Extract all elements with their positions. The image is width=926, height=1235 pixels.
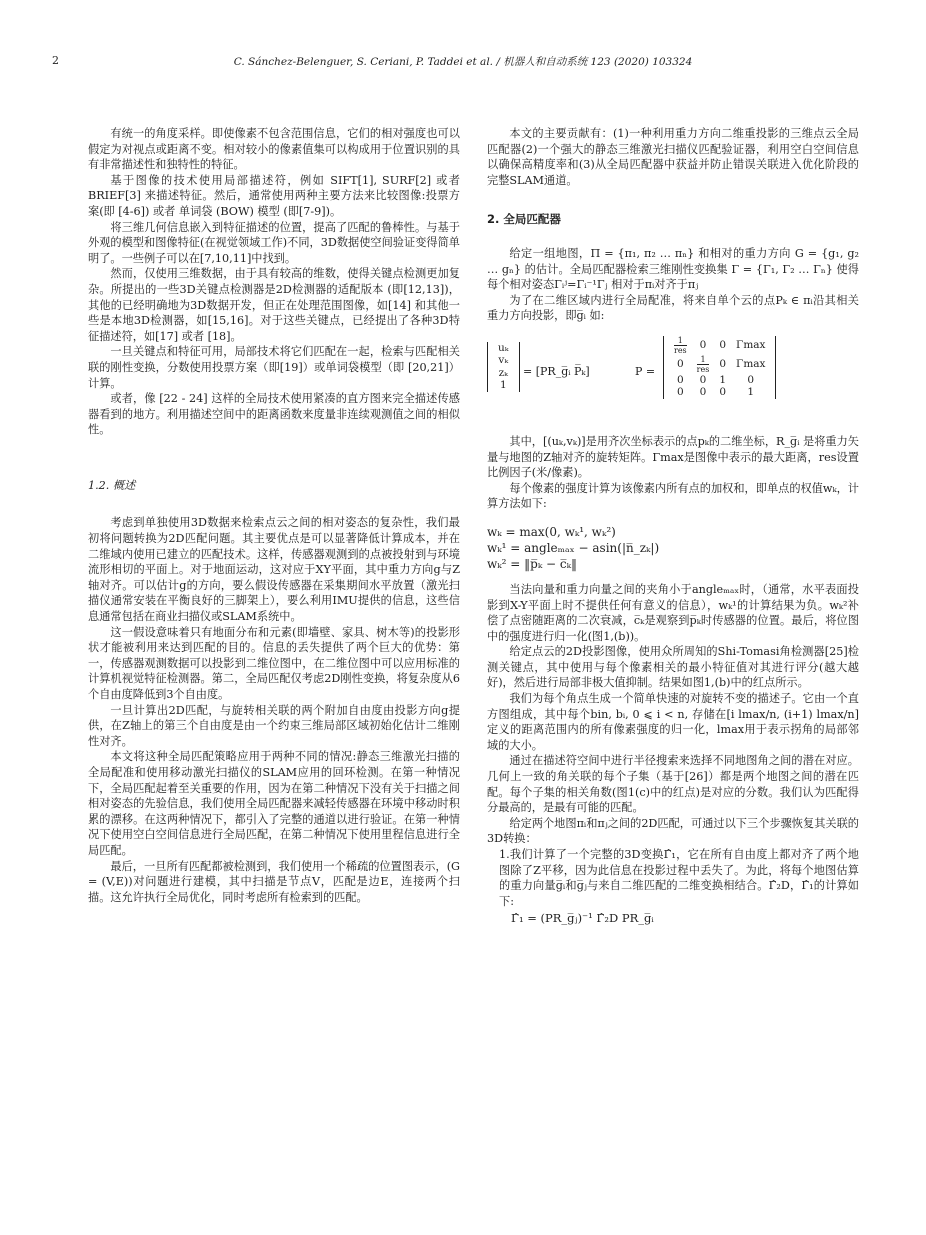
paragraph: 每个像素的强度计算为该像素内所有点的加权和，即单点的权值wₖ，计算方法如下: [487, 481, 859, 511]
page-number: 2 [52, 54, 59, 67]
matrix-entry: 0 [719, 358, 727, 371]
matrix-entry: Γmax [736, 339, 766, 352]
paragraph: 本文的主要贡献有：(1)一种利用重力方向二维重投影的三维点云全局匹配器(2)一个强大的静态三维激光扫描仪匹配验证器，利用空白空间信息以确保高精度率和(3)从全局匹配器中获益并防止错误关联进入优化阶段的完整SLAM通道。 [487, 127, 859, 187]
matrix-label: P = [635, 364, 656, 378]
vector-entry: vₖ [498, 354, 509, 367]
matrix-entry: 0 [699, 373, 707, 386]
running-title: C. Sánchez-Belenguer, S. Ceriani, P. Taddei et al. / 机器人和自动系统 123 (2020) 103324 [233, 56, 693, 68]
frac-num: 1 [697, 355, 710, 365]
paragraph: 本文将这种全局匹配策略应用于两种不同的情况:静态三维激光扫描的全局配准和使用移动激光扫描仪的SLAM应用的回环检测。在第一种情况下，全局匹配起着至关重要的作用，因为在第二种情况下没有关于扫描之间相对姿态的先验信息，我们使用全局匹配器来减轻传感器在环境中移动时积累的漂移。在这两种情况下，都引入了完整的通道以进行验证。在第一种情况下使用空白空间信息进行全局匹配，在第二种情况下使用里程信息进行全局匹配。 [88, 750, 460, 857]
equation-line: wₖ² = ‖p̅ₖ − c̅ₖ‖ [487, 556, 577, 571]
matrix-entry: 1 [719, 373, 727, 386]
vector-entry: 1 [499, 379, 507, 392]
vector-entry: uₖ [498, 341, 509, 354]
matrix-entry: Γmax [736, 358, 766, 371]
paragraph: 给定一组地图，Π = {π₁, π₂ … πₙ} 和相对的重力方向 G = {g₁, g₂ … gₙ} 的估计。全局匹配器检索三维刚性变换集 Γ = {Γ₁, Γ₂ … Γₙ} 使得每个相对姿态Γᵢʲ=Γᵢ⁻¹Γⱼ 相对于πᵢ对齐于πⱼ [487, 246, 859, 292]
section-heading: 2. 全局匹配器 [487, 212, 561, 227]
paragraph: 然而，仅使用三维数据，由于具有较高的维数，使得关键点检测更加复杂。所提出的一些3D关键点检测器是2D检测器的适配版本 (即[12,13])，其他的已经明确地为3D数据开发，但正在处理范围图像，如[14] 和其他一些是本地3D检测器，如[15,16]。对于这些关键点，已经提出了各种3D特征描述符，如[17] 或者 [18]。 [88, 267, 460, 343]
paragraph: 其中，[(uₖ,vₖ)]是用齐次坐标表示的点pₖ的二维坐标，R_g̅ᵢ 是将重力矢量与地图的Z轴对齐的旋转矩阵。Γmax是图像中表示的最大距离，res设置比例因子(米/像素)。 [487, 434, 859, 480]
paragraph: 基于图像的技术使用局部描述符，例如 SIFT[1], SURF[2] 或者BRIEF[3] 来描述特征。然后，通常使用两种主要方法来比较图像:投票方案(即 [4-6]) 或者 单词袋 (BOW) 模型 (即[7-9])。 [88, 173, 460, 218]
paragraph: 为了在二维区域内进行全局配准，将来自单个云的点Pₖ ∈ πᵢ沿其相关重力方向投影，即g̅ᵢ 如: [487, 293, 859, 323]
weight-equations [487, 524, 859, 572]
frac-den: res [696, 364, 710, 374]
paragraph: 给定两个地图πᵢ和πⱼ之间的2D匹配，可通过以下三个步骤恢复其关联的3D转换： [487, 816, 859, 846]
matrix-entry: 0 [676, 358, 684, 371]
left-column [88, 126, 460, 905]
matrix-entry: 0 [747, 373, 755, 386]
paragraph: 将三维几何信息嵌入到特征描述的位置，提高了匹配的鲁棒性。与基于外观的模型和图像特征(在视觉领域工作)不同，3D数据使空间验证变得简单明了。一些例子可以在[7,10,11]中找到。 [88, 220, 460, 265]
matrix-entry: 0 [719, 386, 727, 399]
paragraph: 或者，像 [22 - 24] 这样的全局技术使用紧凑的直方图来完全描述传感器看到的地方。利用描述空间中的距离函数来度量非连续观测值之间的相似性。 [88, 392, 460, 437]
coord-vector [487, 342, 520, 392]
paragraph: 最后，一旦所有匹配都被检测到，我们使用一个稀疏的位置图表示，(G = (V,E))对问题进行建模，其中扫描是节点V，匹配是边E，连接两个扫描。这允许执行全局优化，同时考虑所有检索到的匹配。 [88, 859, 460, 904]
matrix-entry: 0 [676, 386, 684, 399]
matrix-entry: 1 [747, 386, 755, 399]
paragraph: 我们为每个角点生成一个简单快速的对旋转不变的描述子。它由一个直方图组成，其中每个bin, bᵢ, 0 ⩽ i < n, 存储在[i lmax/n, (i+1) lmax/n]定义的距离范围内的所有像素强度的归一化，lmax用于表示拐角的局部邻域的大小。 [487, 692, 859, 752]
matrix-entry: 0 [676, 373, 684, 386]
paragraph: 有统一的角度采样。即使像素不包含范围信息，它们的相对强度也可以假定为对视点或距离不变。相对较小的像素值集可以构成用于位置识别的具有非常描述性和独特性的特征。 [88, 127, 460, 172]
equation-line: Γ̂₁ = (PR_g̅ⱼ)⁻¹ Γ̂₂D PR_g̅ᵢ [511, 911, 654, 926]
right-column [487, 126, 859, 927]
subsection-heading: 1.2. 概述 [88, 478, 136, 492]
page-header [0, 54, 926, 70]
paragraph: 通过在描述符空间中进行半径搜索来选择不同地图角之间的潜在对应。几何上一致的角关联的每个子集（基于[26]）都是两个地图之间的潜在匹配。每个子集的相关角数(图1(c)中的红点)是对应的分数。我们认为匹配得分最高的，是最有可能的匹配。 [487, 754, 859, 815]
equation-line: wₖ¹ = angleₘₐₓ − asin(|n̅_zₖ|) [487, 540, 660, 555]
paragraph: 考虑到单独使用3D数据来检索点云之间的相对姿态的复杂性，我们最初将问题转换为2D匹配问题。其主要优点是可以显著降低计算成本，并在二维域内使用已建立的匹配技术。这样，传感器观测到的点被投射到与环境流形相切的平面上。对于地面运动，这对应于XY平面，其中重力方向g与Z轴对齐。可以估计g的方向，要么假设传感器在采集期间水平放置（激光扫描仪通常安装在平衡良好的三脚架上），要么利用IMU提供的信息，这些信息通常包括在商业扫描仪或SLAM系统中。 [88, 516, 460, 624]
paragraph: 一旦关键点和特征可用，局部技术将它们匹配在一起，检索与匹配相关联的刚性变换，分数使用投票方案（即[19]）或单词袋模型（即 [20,21]）计算。 [88, 345, 460, 390]
projection-rhs: = [PR_g̅ᵢ P̅ₖ] [523, 364, 590, 378]
frac-den: res [674, 345, 687, 355]
matrix-entry: 0 [699, 339, 707, 352]
matrix-entry: 0 [699, 386, 707, 399]
projection-equation [487, 334, 859, 434]
projection-matrix [663, 336, 776, 399]
paragraph: 当法向量和重力向量之间的夹角小于angleₘₐₓ时，（通常，水平表面投影到X-Y平面上时不提供任何有意义的信息），wₖ¹的计算结果为负。wₖ²补偿了点密随距离的二次衰减，c̅ₖ是观察到p̅ₖ时传感器的位置。最后，将位图中的强度进行归一化(图1,(b))。 [487, 582, 859, 643]
matrix-entry: 0 [719, 339, 727, 352]
vector-entry: zₖ [498, 366, 508, 379]
paragraph: 这一假设意味着只有地面分布和元素(即墙壁、家具、树木等)的投影形状才能被利用来达到匹配的目的。信息的丢失提供了两个巨大的优势：第一，传感器观测数据可以投影到二维位图中，在二维位图中可以应用标准的计算机视觉特征检测器。第二，全局匹配仅考虑2D刚性变换，将复杂度从6个自由度降低到3个自由度。 [88, 625, 460, 701]
paragraph: 一旦计算出2D匹配，与旋转相关联的两个附加自由度由投影方向g提供，在Z轴上的第三个自由度是由一个约束三维局部区域初始化估计二维刚性对齐。 [88, 703, 460, 748]
equation-line: wₖ = max(0, wₖ¹, wₖ²) [487, 524, 616, 539]
paragraph: 给定点云的2D投影图像，使用众所周知的Shi-Tomasi角检测器[25]检测关键点，其中使用与每个像素相关的最小特征值对其进行评分(越大越好)，然后进行局部非极大值抑制。结果如图1,(b)中的红点所示。 [487, 645, 859, 690]
frac-num: 1 [674, 336, 687, 346]
list-item: 1.我们计算了一个完整的3D变换Γ̂₁，它在所有自由度上都对齐了两个地图除了Z平移，因为此信息在投影过程中丢失了。为此，将每个地图估算的重力向量g̅ᵢ和g̅ⱼ与来自二维匹配的二维变换相结合。Γ̂₂D，Γ̂₁的计算如下: [499, 848, 859, 908]
